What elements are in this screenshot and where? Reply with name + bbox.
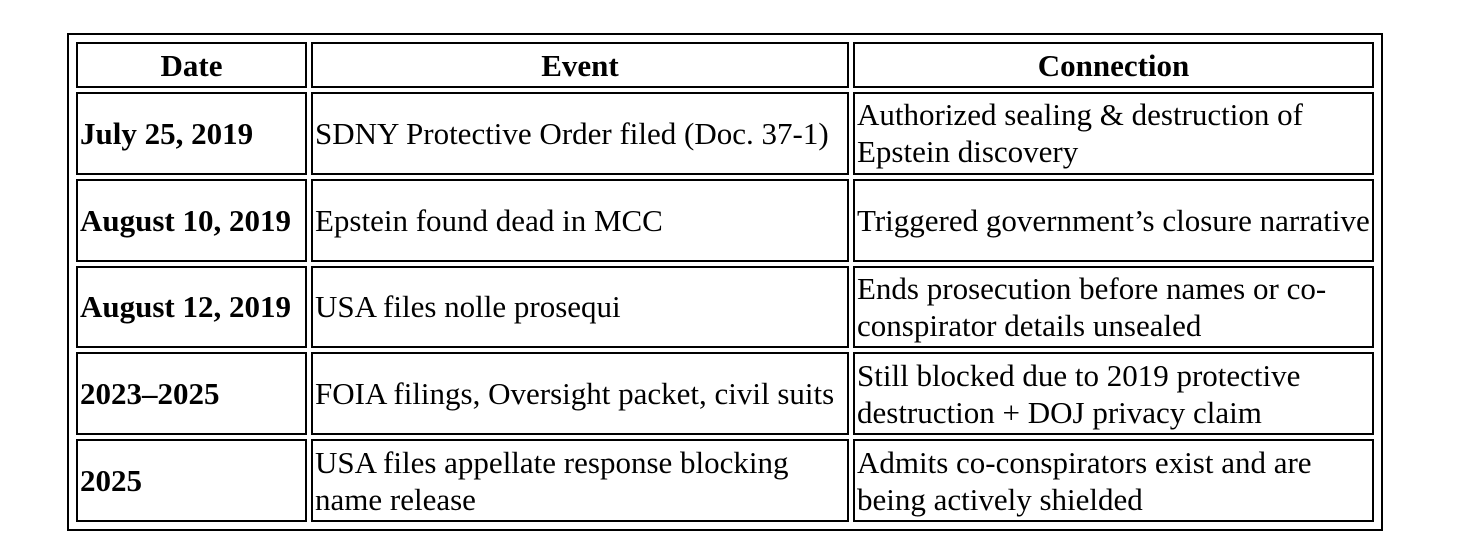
event-cell: USA files nolle prosequi (311, 266, 849, 349)
timeline-table (72, 38, 1378, 526)
column-header-date: Date (76, 42, 307, 88)
table-row (76, 179, 1374, 262)
event-cell: Epstein found dead in MCC (311, 179, 849, 262)
connection-cell: Triggered government’s closure narrative (853, 179, 1374, 262)
table-row (76, 92, 1374, 175)
table-header-row (76, 42, 1374, 88)
event-cell: USA files appellate response blocking name release (311, 439, 849, 522)
connection-cell: Authorized sealing & destruction of Epstein discovery (853, 92, 1374, 175)
event-cell: FOIA filings, Oversight packet, civil suits (311, 352, 849, 435)
connection-cell: Admits co-conspirators exist and are being actively shielded (853, 439, 1374, 522)
date-cell: 2025 (76, 439, 307, 522)
column-header-connection: Connection (853, 42, 1374, 88)
table-row (76, 266, 1374, 349)
date-cell: 2023–2025 (76, 352, 307, 435)
date-cell: July 25, 2019 (76, 92, 307, 175)
column-header-event: Event (311, 42, 849, 88)
date-cell: August 10, 2019 (76, 179, 307, 262)
date-cell: August 12, 2019 (76, 266, 307, 349)
timeline-table-frame (67, 33, 1383, 531)
connection-cell: Ends prosecution before names or co-conspirator details unsealed (853, 266, 1374, 349)
event-cell: SDNY Protective Order filed (Doc. 37-1) (311, 92, 849, 175)
table-row (76, 439, 1374, 522)
table-row (76, 352, 1374, 435)
connection-cell: Still blocked due to 2019 protective destruction + DOJ privacy claim (853, 352, 1374, 435)
